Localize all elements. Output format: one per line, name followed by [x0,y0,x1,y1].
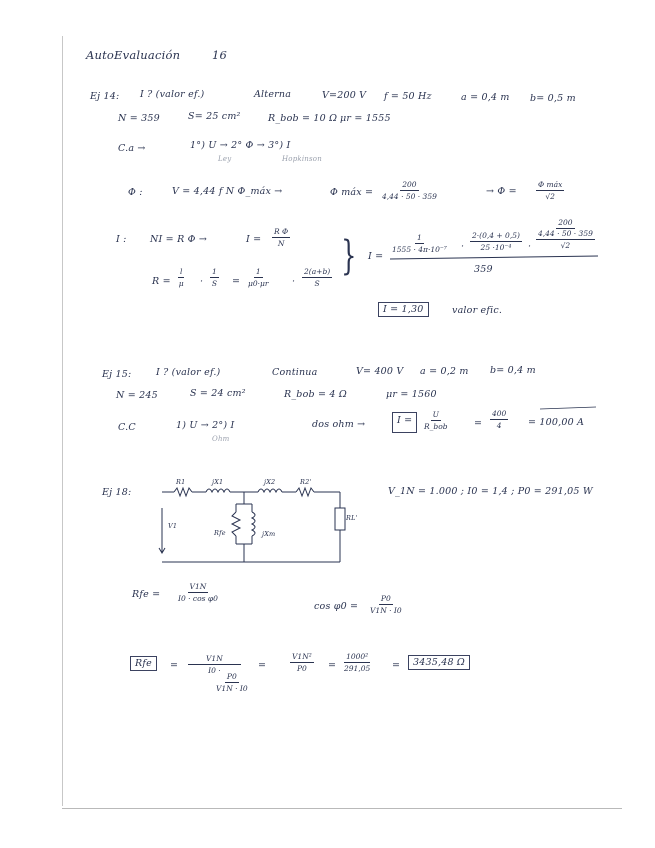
phi-ef-denominator: √2 [545,192,555,201]
R-frac3-den: μ0·μr [248,279,269,288]
ex14-label: Ej 14: [90,91,120,102]
page-edge-left [62,36,63,806]
final-frac1-inner-den: V1N · I0 [216,684,248,693]
ex18-final-frac1-inner [216,672,248,693]
resistor-r2 [296,488,314,496]
ex18-values: V_1N = 1.000 ; I0 = 1,4 ; P0 = 291,05 W [388,486,593,497]
page-number: 16 [212,48,228,62]
cos-num: P0 [380,594,391,603]
ex14-R-frac2 [210,267,219,288]
ex14-I-label: I : [116,234,127,245]
ex18-final-eq2: = [258,660,267,671]
ex14-step-note-hopkinson: Hopkinson [282,155,322,163]
ex18-final-frac3 [344,652,370,673]
ex14-R-eq-sign: = [232,276,241,287]
load-resistor-rl [335,508,345,530]
ex14-big-frac3 [536,218,595,250]
big-frac3-num-bottom: 4,44 · 50 · 359 [538,229,593,238]
ex14-b: b= 0,5 m [530,93,576,104]
I-frac-denominator: N [277,239,285,248]
ex14-R-frac1 [178,267,184,288]
ex18-final-eq1: = [170,660,179,671]
ex14-big-I-label: I = [368,251,384,262]
page-edge-bottom [62,808,622,809]
R-frac2-den: S [211,279,217,288]
R-frac3-num: 1 [255,267,261,276]
ex14-phi-max-label: Φ máx = [330,187,374,198]
ex15-b: b= 0,4 m [490,365,536,376]
ex14-brace: } [341,233,357,279]
ex15-I-box [392,412,417,433]
rfe-num: V1N [189,582,207,591]
ex15-I-den: R_bob [424,422,448,431]
ex14-R-label: R = [152,276,171,287]
ex14-voltage: V=200 V [322,90,367,101]
ex14-mode: Alterna [254,89,292,100]
ex14-R-dot2: · [292,276,296,287]
circuit-label-xm: jXm [262,530,276,538]
ex14-I-fraction [272,227,290,248]
circuit-label-rfe: Rfe [214,529,226,537]
ex18-rfe-eq: Rfe = [132,589,161,600]
ex14-frequency: f = 50 Hz [384,91,432,102]
rfe-den: I0 · cos φ0 [178,594,218,603]
phi-max-denominator: 4,44 · 50 · 359 [382,192,437,201]
ex18-cos-fraction [370,594,402,615]
ex15-rbob: R_bob = 4 Ω [284,389,347,400]
ex15-value-den: 4 [496,421,502,430]
final-frac1-num: V1N [188,654,241,665]
ex14-rbob: R_bob = 10 Ω [268,113,338,124]
ex15-result-overline [540,407,596,409]
ex15-mu: μr = 1560 [386,389,437,400]
ex14-section: S= 25 cm² [188,111,241,122]
R-frac2-num: 1 [212,267,217,276]
ex14-a: a = 0,4 m [461,92,510,103]
ex14-R-frac3 [248,267,269,288]
ex15-step-note: Ohm [212,435,230,443]
final-frac3-den: 291,05 [344,664,371,673]
ex14-result-box: I = 1,30 [378,302,429,317]
phi-max-numerator: 200 [402,180,417,189]
ex18-final-eq3: = [328,660,337,671]
ex15-I-num: U [432,410,439,419]
cos-den: V1N · I0 [370,606,402,615]
ex14-big-frac1 [392,233,447,254]
circuit-label-x1: jX1 [212,478,224,486]
inductor-x1 [206,489,230,492]
big-frac1-den: 1555 · 4π·10⁻⁷ [392,245,447,254]
ex14-big-denominator: 359 [474,264,493,275]
ex15-I-lhs: I = [397,415,413,426]
ex18-cos-eq: cos φ0 = [314,601,359,612]
ex18-final-eq4: = [392,660,401,671]
ex15-steps: 1) U → 2°) I [176,420,235,431]
ex14-steps: 1°) U → 2° Φ → 3°) I [190,140,291,151]
ex15-question: I ? (valor ef.) [156,367,221,378]
resistor-rfe [232,512,240,536]
big-frac2-den: 25 ·10⁻⁴ [480,243,512,252]
R-frac4-num: 2(a+b) [304,267,331,276]
ex18-final-lhs: Rfe [130,656,157,671]
ex18-final-result: 3435,48 Ω [408,655,470,670]
ex14-phi-ef-label: → Φ = [486,186,517,197]
big-frac3-den: √2 [560,241,571,250]
final-frac1-den-a: I0 · [208,666,221,675]
ex14-result-note: valor efic. [452,305,503,316]
ex14-phi-equation: V = 4,44 f N Φ_máx → [172,186,283,197]
R-frac1-den: μ [178,279,184,288]
big-frac1-num: 1 [417,233,422,242]
ex14-turns: N = 359 [118,113,160,124]
ex14-question: I ? (valor ef.) [140,89,205,100]
ex15-dos-ohm: dos ohm → [312,419,366,430]
ex18-circuit [0,0,1,1]
ex15-value-fraction [490,409,508,430]
ex15-label: Ej 15: [102,369,132,380]
ex15-cc: C.C [118,422,136,433]
ex15-eq-sign: = [474,418,483,429]
ex15-result: = 100,00 A [528,417,585,428]
R-frac4-den: S [314,279,320,288]
ex14-R-frac4 [302,267,332,288]
circuit-label-r1: R1 [176,478,186,486]
circuit-label-v1: V1 [168,522,178,530]
I-frac-numerator: R Φ [274,227,289,236]
ex14-ca: C.a → [118,143,146,154]
page-title: AutoEvaluación [86,48,181,62]
ex15-turns: N = 245 [116,390,158,401]
phi-ef-numerator: Φ máx [538,180,563,189]
big-frac3-num-top: 200 [558,218,573,227]
ex14-big-dot2: · [528,241,532,252]
circuit-label-r2: R2' [300,478,312,486]
ex14-I-eq2: I = [246,234,262,245]
inductor-x2 [258,489,282,492]
final-frac2-num: V1N² [292,652,312,661]
circuit-label-rl: RL' [346,514,358,522]
ex15-voltage: V= 400 V [356,366,404,377]
final-frac1-inner-num: P0 [226,672,237,681]
ex18-rfe-fraction [178,582,218,603]
ex15-a: a = 0,2 m [420,366,469,377]
ex18-final-frac2 [290,652,314,673]
ex14-R-dot: · [200,276,204,287]
ex14-phi-ef-fraction [536,180,564,201]
ex14-phi-label: Φ : [128,187,143,198]
ex15-mode: Continua [272,367,318,378]
resistor-r1 [174,488,192,496]
ex14-phi-max-fraction [382,180,437,201]
ex15-value-num: 400 [492,409,507,418]
R-frac1-num: l [180,267,183,276]
inductor-xm [252,512,255,536]
ex14-big-dot1: · [461,241,465,252]
final-frac2-den: P0 [296,664,307,673]
ex14-I-eq1: NI = R Φ → [150,234,208,245]
ex18-label: Ej 18: [102,487,132,498]
ex15-I-fraction [424,410,448,431]
ex14-main-fraction-bar [390,256,598,259]
ex15-section: S = 24 cm² [190,388,246,399]
ex14-step-note-ley: Ley [218,155,232,163]
ex14-big-frac2 [470,231,522,252]
big-frac2-num: 2·(0,4 + 0,5) [472,231,520,240]
ex14-mu: μr = 1555 [340,113,391,124]
circuit-label-x2: jX2 [264,478,276,486]
final-frac3-num: 1000² [346,652,369,661]
